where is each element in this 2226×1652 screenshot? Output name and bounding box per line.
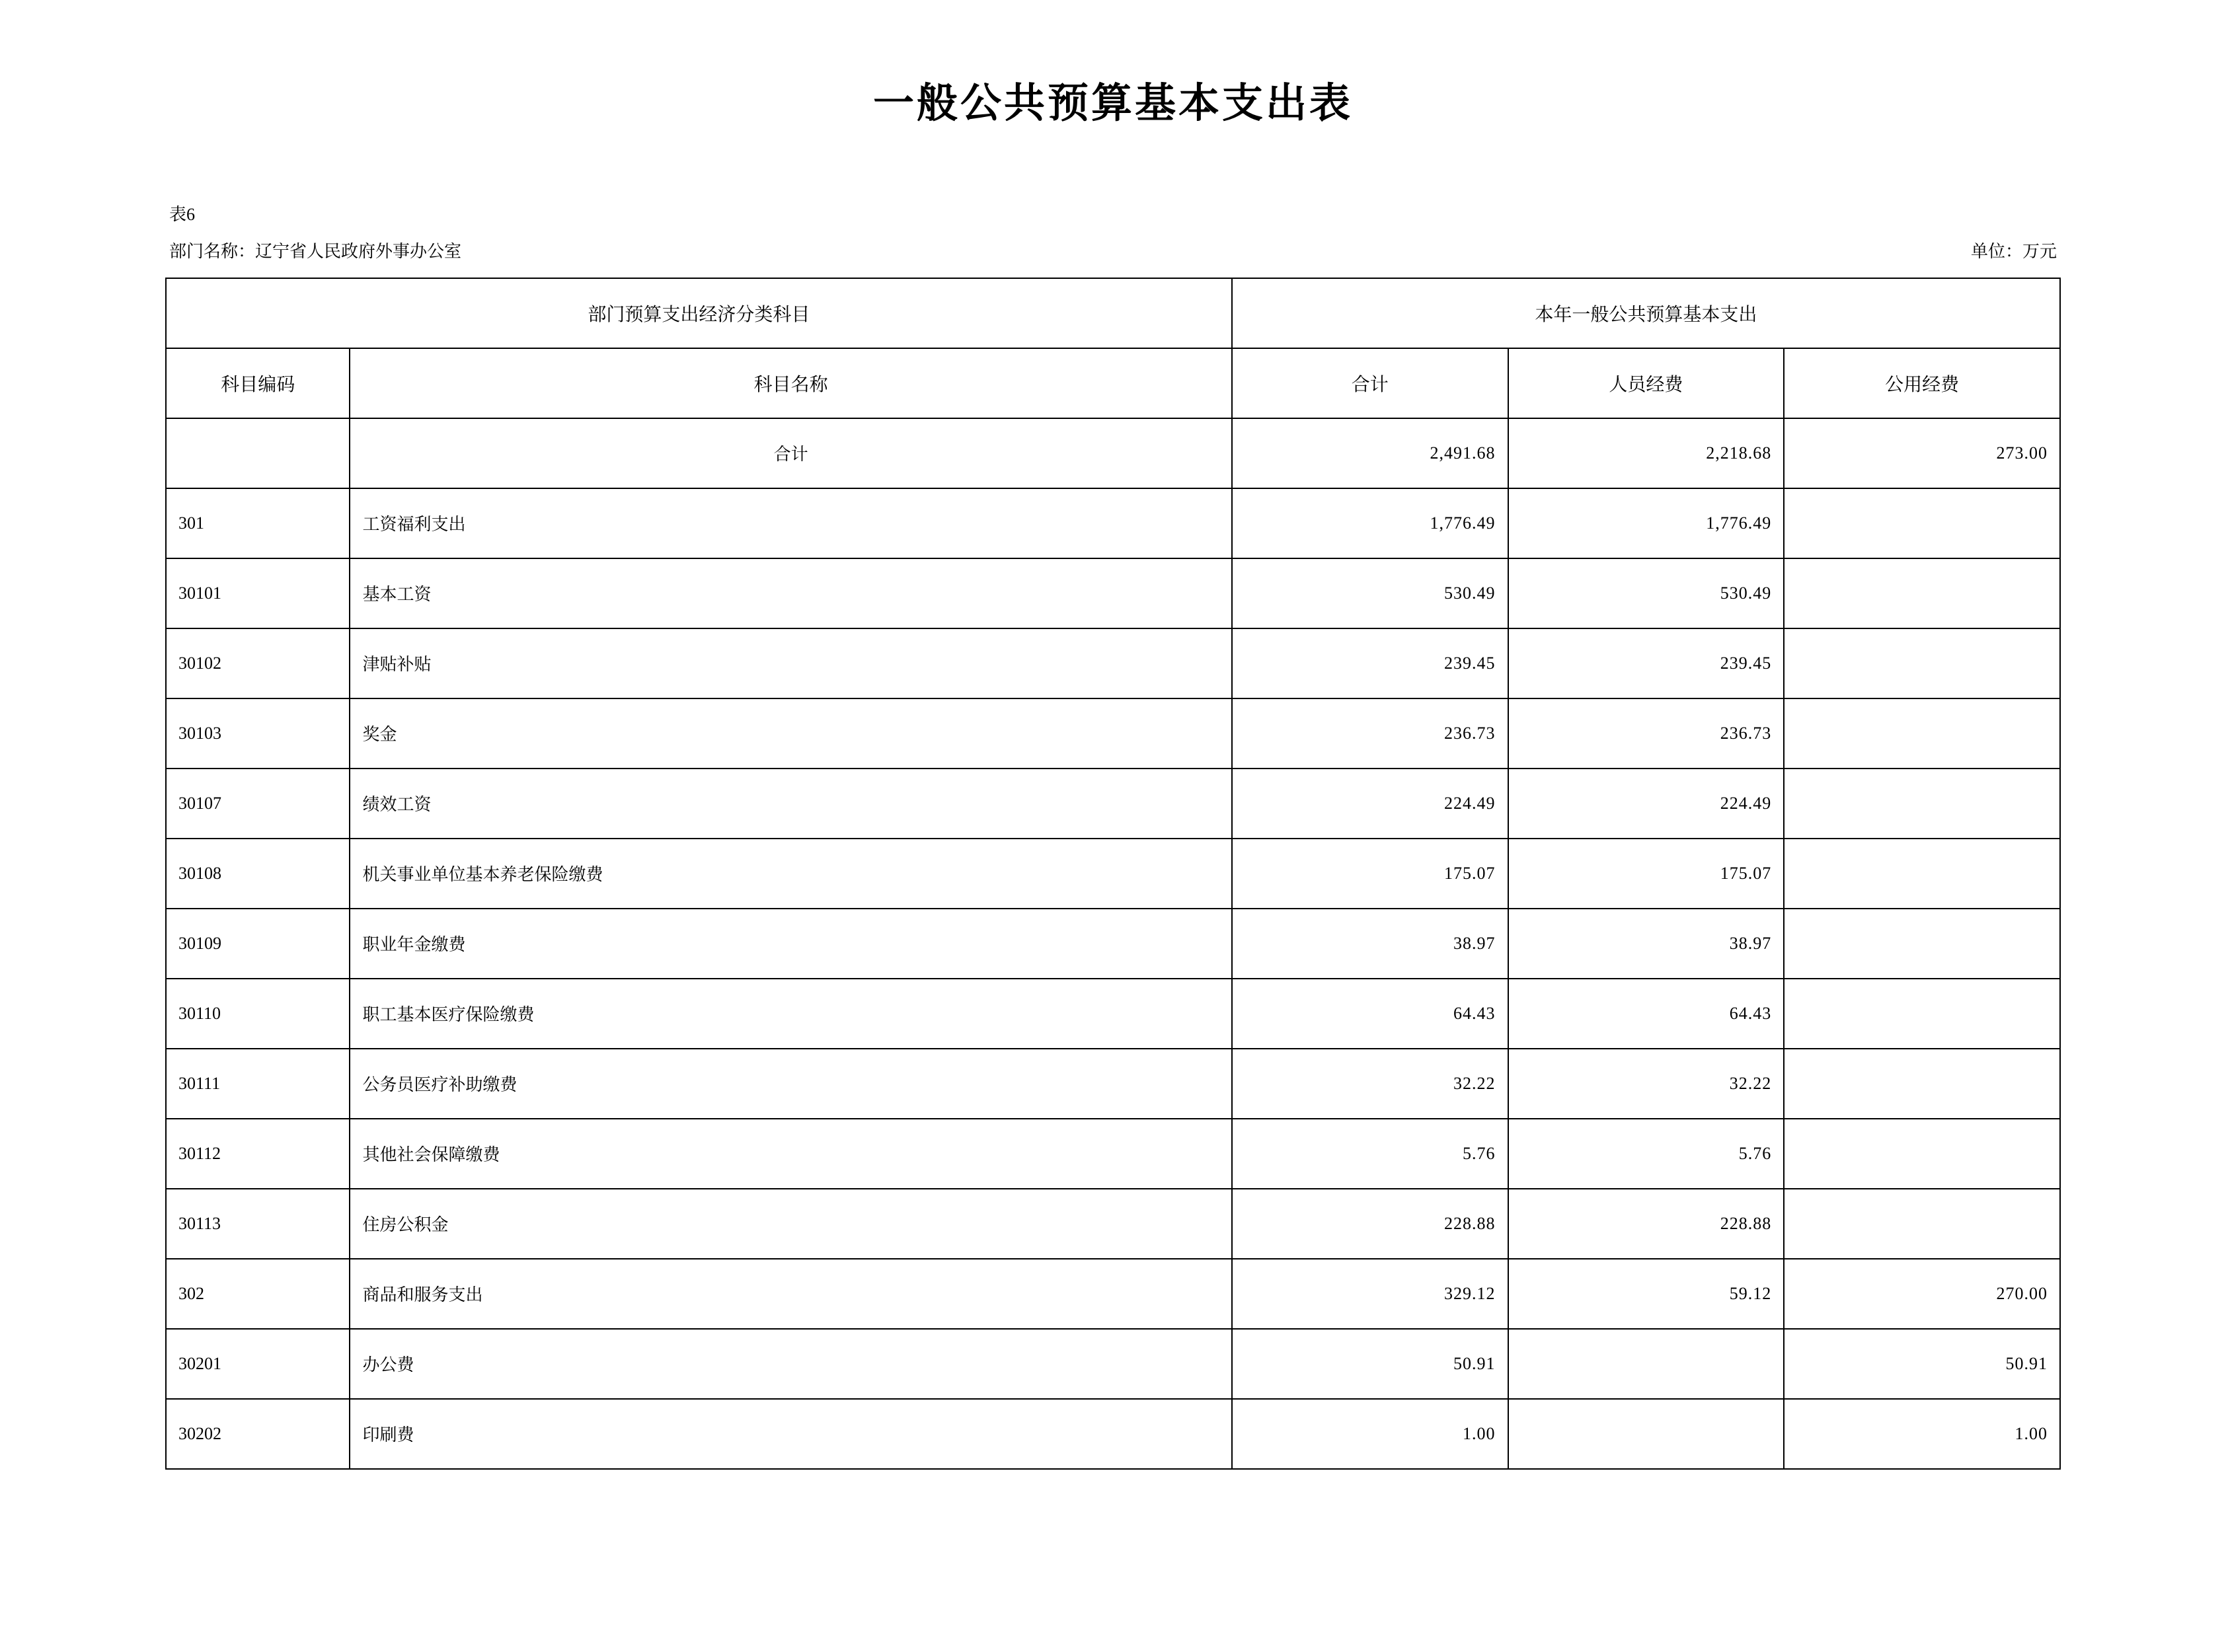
cell-total: 239.45 [1232,628,1508,698]
cell-subject-name: 奖金 [350,698,1231,769]
cell-public: 273.00 [1784,418,2060,488]
department-line [169,238,461,266]
document-page [0,79,2226,1652]
cell-subject-name: 公务员医疗补助缴费 [350,1049,1231,1119]
cell-public: 270.00 [1784,1259,2060,1329]
unit-label: 单位：万元 [1970,241,2057,261]
cell-total: 1.00 [1232,1399,1508,1469]
cell-subject-name: 职业年金缴费 [350,909,1231,979]
table-row [166,698,2060,769]
cell-code: 30101 [166,558,350,628]
table-row [166,418,2060,488]
group-header-right: 本年一般公共预算基本支出 [1232,278,2060,348]
cell-total: 38.97 [1232,909,1508,979]
cell-total: 32.22 [1232,1049,1508,1119]
cell-code: 30202 [166,1399,350,1469]
group-header-left: 部门预算支出经济分类科目 [166,278,1232,348]
meta-row [165,238,2061,266]
cell-subject-name: 工资福利支出 [350,488,1231,558]
cell-personnel: 2,218.68 [1508,418,1785,488]
table-row [166,628,2060,698]
table-row [166,1259,2060,1329]
cell-code: 30103 [166,698,350,769]
table-row [166,558,2060,628]
cell-public [1784,698,2060,769]
cell-personnel: 175.07 [1508,839,1785,909]
cell-public [1784,909,2060,979]
department-name: 辽宁省人民政府外事办公室 [255,241,462,261]
cell-personnel [1508,1399,1785,1469]
document-meta [165,201,2061,265]
cell-total: 224.49 [1232,769,1508,839]
page-title: 一般公共预算基本支出表 [872,81,1353,126]
cell-subject-name: 其他社会保障缴费 [350,1119,1231,1189]
cell-subject-name: 机关事业单位基本养老保险缴费 [350,839,1231,909]
cell-personnel: 5.76 [1508,1119,1785,1189]
table-row [166,1189,2060,1259]
cell-public [1784,488,2060,558]
table-row [166,1329,2060,1399]
table-row [166,1119,2060,1189]
table-row [166,909,2060,979]
cell-code [166,418,350,488]
table-group-header-row [166,278,2060,348]
cell-personnel [1508,1329,1785,1399]
table-row [166,1049,2060,1119]
cell-subject-name: 印刷费 [350,1399,1231,1469]
cell-public [1784,1189,2060,1259]
cell-total: 236.73 [1232,698,1508,769]
cell-personnel: 224.49 [1508,769,1785,839]
cell-public [1784,1049,2060,1119]
cell-subject-name: 绩效工资 [350,769,1231,839]
table-row [166,979,2060,1049]
table-row [166,1399,2060,1469]
table-row [166,839,2060,909]
cell-total: 228.88 [1232,1189,1508,1259]
cell-code: 30102 [166,628,350,698]
cell-public [1784,1119,2060,1189]
cell-code: 30107 [166,769,350,839]
cell-code: 30108 [166,839,350,909]
cell-code: 30112 [166,1119,350,1189]
cell-public [1784,979,2060,1049]
table-column-header-row [166,348,2060,418]
table-number: 表6 [169,205,196,225]
cell-total: 530.49 [1232,558,1508,628]
cell-total: 175.07 [1232,839,1508,909]
cell-personnel: 38.97 [1508,909,1785,979]
cell-total: 1,776.49 [1232,488,1508,558]
column-header-code: 科目编码 [166,348,350,418]
cell-code: 30201 [166,1329,350,1399]
cell-code: 30111 [166,1049,350,1119]
cell-code: 301 [166,488,350,558]
cell-subject-name: 住房公积金 [350,1189,1231,1259]
cell-public [1784,628,2060,698]
cell-public [1784,769,2060,839]
cell-code: 30110 [166,979,350,1049]
cell-total: 50.91 [1232,1329,1508,1399]
column-header-public: 公用经费 [1784,348,2060,418]
cell-total: 64.43 [1232,979,1508,1049]
cell-code: 30113 [166,1189,350,1259]
cell-subject-name: 基本工资 [350,558,1231,628]
cell-public [1784,839,2060,909]
column-header-personnel: 人员经费 [1508,348,1785,418]
cell-subject-name: 职工基本医疗保险缴费 [350,979,1231,1049]
cell-total: 5.76 [1232,1119,1508,1189]
cell-code: 302 [166,1259,350,1329]
cell-personnel: 239.45 [1508,628,1785,698]
cell-personnel: 59.12 [1508,1259,1785,1329]
cell-subject-name: 办公费 [350,1329,1231,1399]
cell-public: 50.91 [1784,1329,2060,1399]
cell-public [1784,558,2060,628]
table-row [166,769,2060,839]
table-row [166,488,2060,558]
cell-subject-name: 商品和服务支出 [350,1259,1231,1329]
column-header-total: 合计 [1232,348,1508,418]
cell-personnel: 32.22 [1508,1049,1785,1119]
budget-table [165,278,2061,1470]
table-body [166,418,2060,1469]
department-label: 部门名称： [169,241,256,261]
column-header-name: 科目名称 [350,348,1231,418]
cell-total: 329.12 [1232,1259,1508,1329]
cell-subject-name: 津贴补贴 [350,628,1231,698]
cell-personnel: 228.88 [1508,1189,1785,1259]
cell-total: 2,491.68 [1232,418,1508,488]
cell-code: 30109 [166,909,350,979]
cell-personnel: 236.73 [1508,698,1785,769]
cell-subject-name: 合计 [350,418,1231,488]
cell-personnel: 1,776.49 [1508,488,1785,558]
cell-public: 1.00 [1784,1399,2060,1469]
cell-personnel: 530.49 [1508,558,1785,628]
cell-personnel: 64.43 [1508,979,1785,1049]
